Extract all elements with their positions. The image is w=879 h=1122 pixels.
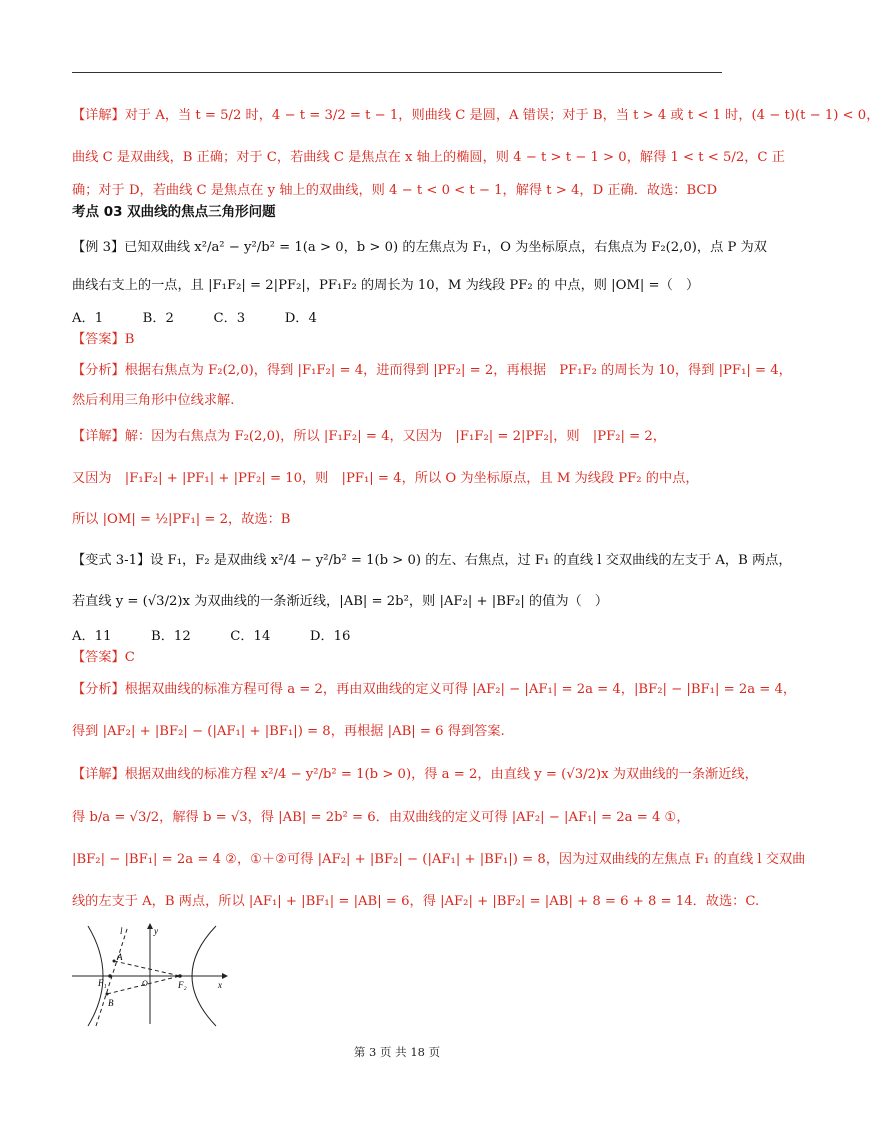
detail-3-line-2: 又因为 |F₁F₂| + |PF₁| + |PF₂| = 10，则 |PF₁| = 4，所以 O 为坐标原点，且 M 为线段 PF₂ 的中点，	[72, 471, 699, 486]
label-l: l	[120, 926, 123, 936]
detail-3-line-3: 所以 |OM| = ½|PF₁| = 2，故选：B	[72, 512, 291, 527]
header-rule	[72, 72, 722, 73]
x-axis-arrow	[222, 973, 228, 979]
answer-3: 【答案】B	[72, 332, 135, 347]
segment-AF2	[114, 961, 180, 976]
label-x: x	[218, 980, 222, 990]
example-3-line-2: 曲线右支上的一点，且 |F₁F₂| = 2|PF₂|，PF₁F₂ 的周长为 10，M 为线段 PF₂ 的 中点，则 |OM| =（ ）	[72, 278, 700, 293]
label-B: B	[108, 998, 114, 1008]
analysis-3-line-2: 然后利用三角形中位线求解.	[72, 393, 235, 408]
example-3-options: A．1 B．2 C．3 D．4	[72, 311, 317, 326]
line-2: 曲线 C 是双曲线，B 正确；对于 C，若曲线 C 是焦点在 x 轴上的椭圆，则 4 − t > t − 1 > 0，解得 1 < t < 5/2，C 正	[72, 150, 785, 165]
point-F1	[108, 974, 112, 978]
detail-3-1-line-3: |BF₂| − |BF₁| = 2a = 4 ②，①＋②可得 |AF₂| + |BF₂| − (|AF₁| + |BF₁|) = 8，因为过双曲线的左焦点 F₁ 的直线 l 交双曲	[72, 852, 806, 867]
detail-3-1-line-2: 得 b/a = √3/2，解得 b = √3，得 |AB| = 2b² = 6．由双曲线的定义可得 |AF₂| − |AF₁| = 2a = 4 ①，	[72, 810, 690, 825]
analysis-3-1-line-1: 【分析】根据双曲线的标准方程可得 a = 2，再由双曲线的定义可得 |AF₂| − |AF₁| = 2a = 4，|BF₂| − |BF₁| = 2a = 4，	[72, 682, 797, 697]
line-1: 【详解】对于 A，当 t = 5/2 时，4 − t = 3/2 = t − 1，则曲线 C 是圆，A 错误；对于 B，当 t > 4 或 t < 1 时，(4 − t)(t − 1) < 0，	[72, 108, 879, 123]
section-heading: 考点 03 双曲线的焦点三角形问题	[72, 204, 276, 220]
line-3: 确；对于 D，若曲线 C 是焦点在 y 轴上的双曲线，则 4 − t < 0 < t − 1，解得 t > 4，D 正确．故选：BCD	[72, 183, 718, 198]
variant-3-1-line-2: 若直线 y = (√3/2)x 为双曲线的一条渐近线，|AB| = 2b²，则 |AF₂| + |BF₂| 的值为（ ）	[72, 594, 609, 609]
point-B	[106, 993, 109, 996]
answer-3-1: 【答案】C	[72, 650, 135, 665]
label-O: O	[142, 979, 148, 988]
analysis-3-1-line-2: 得到 |AF₂| + |BF₂| − (|AF₁| + |BF₁|) = 8，再根据 |AB| = 6 得到答案.	[72, 724, 505, 739]
detail-3-line-1: 【详解】解：因为右焦点为 F₂(2,0)，所以 |F₁F₂| = 4，又因为 |F₁F₂| = 2|PF₂|，则 |PF₂| = 2，	[72, 429, 666, 444]
label-F1: F₁	[98, 978, 107, 988]
hyperbola-figure	[70, 922, 230, 1026]
label-F2: F₂	[178, 980, 187, 990]
point-F2	[178, 974, 182, 978]
detail-3-1-line-1: 【详解】根据双曲线的标准方程 x²/4 − y²/b² = 1(b > 0)，得 a = 2，由直线 y = (√3/2)x 为双曲线的一条渐近线，	[72, 767, 758, 782]
analysis-3-line-1: 【分析】根据右焦点为 F₂(2,0)，得到 |F₁F₂| = 4，进而得到 |PF₂| = 2，再根据 PF₁F₂ 的周长为 10，得到 |PF₁| = 4，	[72, 363, 792, 378]
point-A	[113, 960, 116, 963]
label-A: A	[117, 952, 123, 962]
example-3-line-1: 【例 3】已知双曲线 x²/a² − y²/b² = 1(a > 0，b > 0) 的左焦点为 F₁，O 为坐标原点，右焦点为 F₂(2,0)，点 P 为双	[72, 240, 767, 255]
detail-3-1-line-4: 线的左支于 A，B 两点，所以 |AF₁| + |BF₁| = |AB| = 6，得 |AF₂| + |BF₂| = |AB| + 8 = 6 + 8 = 14．故选：C.	[72, 894, 760, 909]
page-footer: 第 3 页 共 18 页	[353, 1045, 441, 1059]
variant-3-1-line-1: 【变式 3-1】设 F₁，F₂ 是双曲线 x²/4 − y²/b² = 1(b > 0) 的左、右焦点，过 F₁ 的直线 l 交双曲线的左支于 A，B 两点，	[72, 553, 792, 568]
label-y: y	[154, 926, 158, 936]
y-axis-arrow	[147, 923, 153, 929]
variant-3-1-options: A．11 B．12 C．14 D．16	[72, 629, 351, 644]
